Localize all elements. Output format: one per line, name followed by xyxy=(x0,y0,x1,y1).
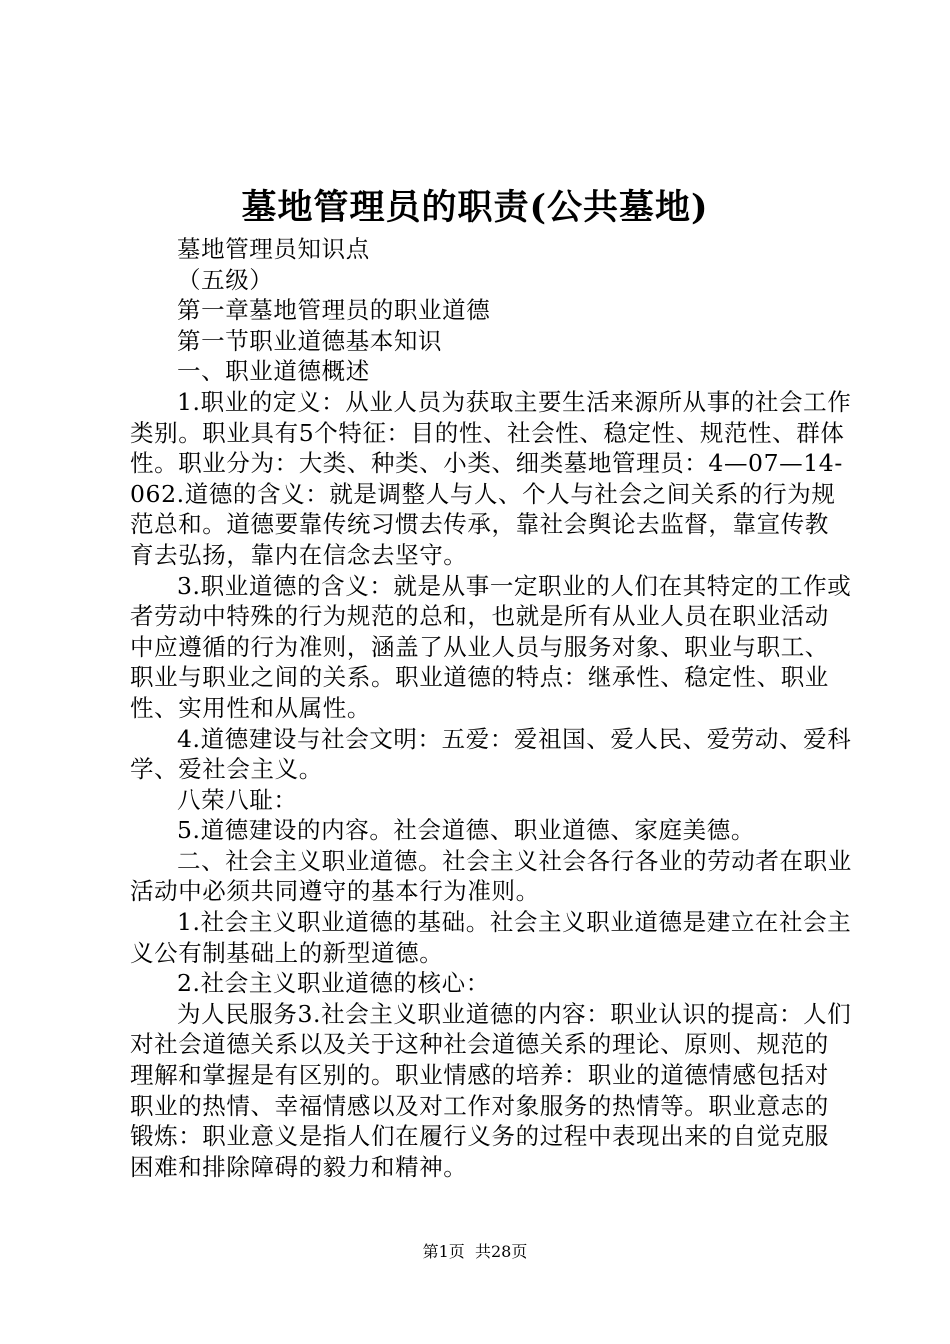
page-number: 第1页 xyxy=(422,1242,465,1261)
paragraph: 2.社会主义职业道德的核心： xyxy=(177,969,490,998)
paragraph: 1.社会主义职业道德的基础。社会主义职业道德是建立在社会主义公有制基础上的新型道德。 xyxy=(130,908,852,967)
paragraph: 第一节职业道德基本知识 xyxy=(177,326,443,355)
paragraph: 5.道德建设的内容。社会道德、职业道德、家庭美德。 xyxy=(177,816,755,845)
page-footer xyxy=(0,1240,950,1264)
paragraph: 3.职业道德的含义：就是从事一定职业的人们在其特定的工作或者劳动中特殊的行为规范的总和，也就是所有从业人员在职业活动中应遵循的行为准则，涵盖了从业人员与服务对象、职业与职工、职业与职业之间的关系。职业道德的特点：继承性、稳定性、职业性、实用性和从属性。 xyxy=(130,571,852,722)
paragraph: 为人民服务3.社会主义职业道德的内容：职业认识的提高：人们对社会道德关系以及关于这种社会道德关系的理论、原则、规范的理解和掌握是有区别的。职业情感的培养：职业的道德情感包括对职业的热情、幸福情感以及对工作对象服务的热情等。职业意志的锻炼：职业意义是指人们在履行义务的过程中表现出来的自觉克服困难和排除障碍的毅力和精神。 xyxy=(130,999,852,1181)
paragraph: 4.道德建设与社会文明：五爱：爱祖国、爱人民、爱劳动、爱科学、爱社会主义。 xyxy=(130,724,852,784)
paragraph: 一、职业道德概述 xyxy=(177,357,370,386)
paragraph: 二、社会主义职业道德。社会主义社会各行各业的劳动者在职业活动中必须共同遵守的基本行为准则。 xyxy=(130,846,852,906)
document-title: 墓地管理员的职责(公共墓地) xyxy=(241,187,709,228)
paragraph: 八荣八耻： xyxy=(177,785,298,814)
document-body xyxy=(130,234,852,1182)
page-total: 共28页 xyxy=(474,1242,528,1261)
paragraph: 1.职业的定义：从业人员为获取主要生活来源所从事的社会工作类别。职业具有5个特征：目的性、社会性、稳定性、规范性、群体性。职业分为：大类、种类、小类、细类墓地管理员：4—07—14-062.道德的含义：就是调整人与人、个人与社会之间关系的行为规范总和。道德要靠传统习惯去传承，靠社会舆论去监督，靠宣传教育去弘扬，靠内在信念去坚守。 xyxy=(130,387,852,569)
paragraph: 墓地管理员知识点 xyxy=(177,235,370,263)
paragraph: 第一章墓地管理员的职业道德 xyxy=(177,296,491,325)
paragraph: （五级） xyxy=(177,265,274,294)
